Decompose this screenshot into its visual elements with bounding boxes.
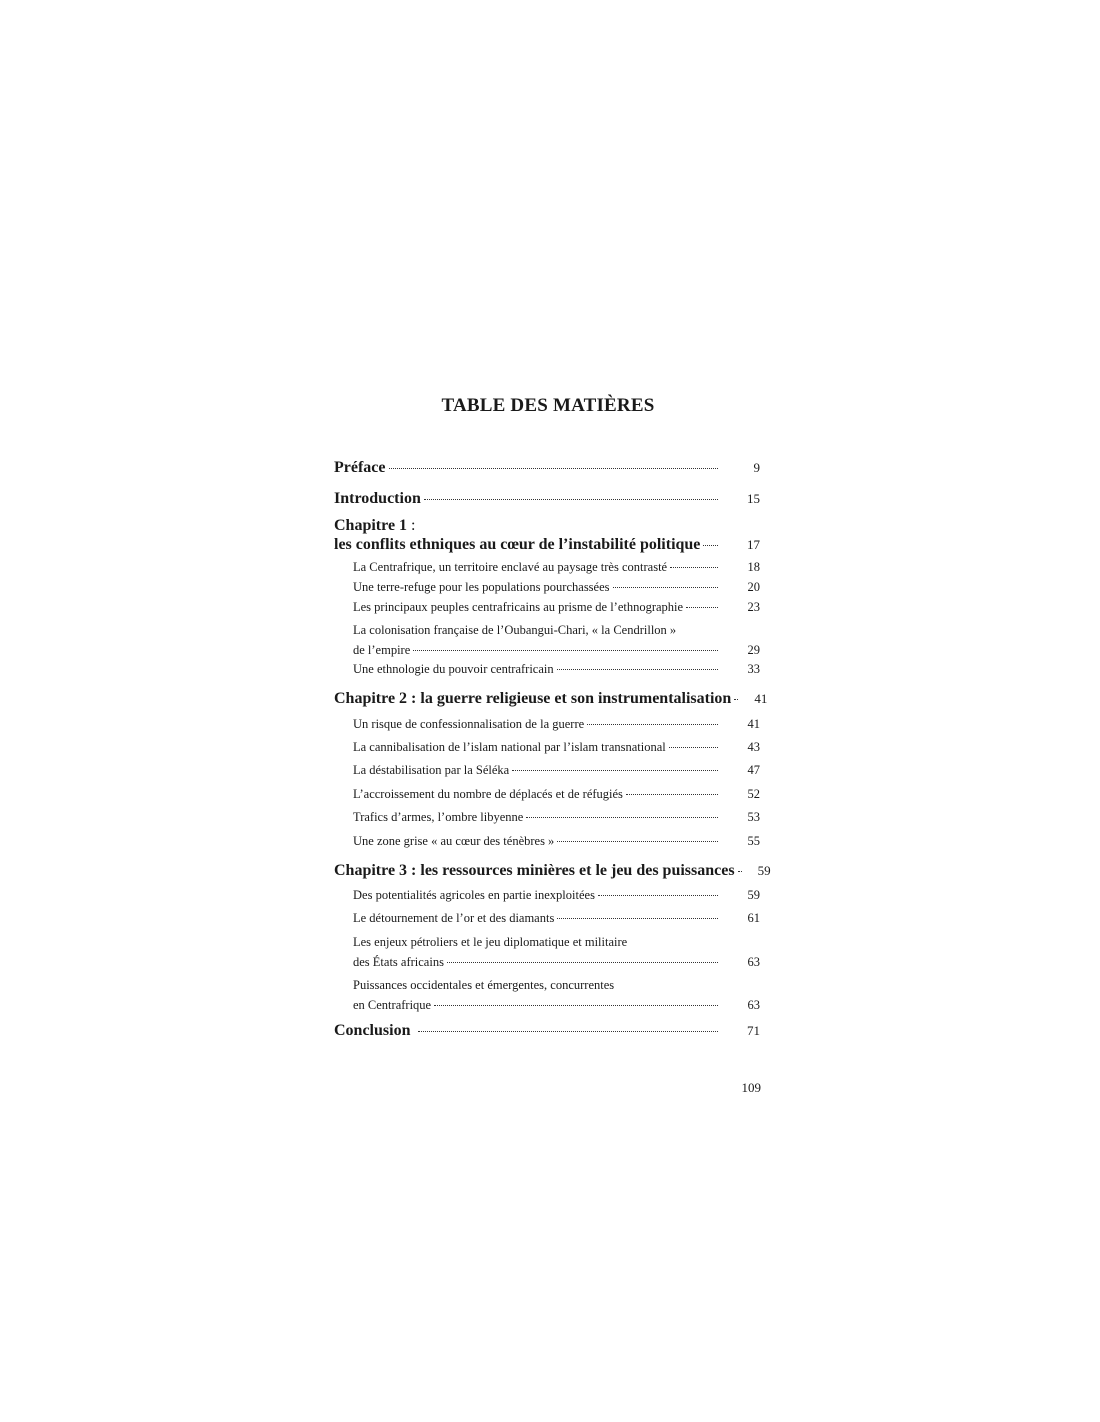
dot-leader	[434, 1005, 718, 1006]
toc-page-number: 47	[747, 763, 760, 777]
toc-page-number: 29	[747, 643, 760, 657]
dot-leader	[703, 545, 718, 546]
toc-page-number: 55	[747, 834, 760, 848]
toc-section	[334, 810, 760, 825]
toc-page-number: 53	[747, 810, 760, 824]
dot-leader	[424, 499, 718, 500]
toc-entry-label: Des potentialités agricoles en partie inexploitées	[353, 888, 595, 902]
dot-leader	[669, 747, 718, 748]
toc-title: TABLE DES MATIÈRES	[441, 395, 655, 416]
toc-entry-label-line1: Puissances occidentales et émergentes, concurrentes	[353, 978, 615, 992]
toc-entry-label: Conclusion	[334, 1022, 411, 1039]
toc-page-number: 15	[747, 491, 760, 506]
toc-entry-label: Introduction	[334, 490, 421, 507]
toc-entry-label: Le détournement de l’or et des diamants	[353, 911, 555, 925]
dot-leader	[686, 607, 718, 608]
toc-section	[334, 888, 760, 903]
toc-page-number: 33	[747, 662, 760, 676]
toc-section	[334, 763, 760, 778]
toc-page-number: 41	[747, 717, 760, 731]
toc-page-number: 61	[747, 911, 760, 925]
chapter-heading	[334, 517, 760, 535]
toc-section	[334, 740, 760, 755]
toc-entry-label: en Centrafrique	[353, 998, 432, 1012]
dot-leader	[447, 962, 718, 963]
toc-entry-label: Une terre-refuge pour les populations pourchassées	[353, 580, 610, 594]
toc-page-number: 17	[747, 537, 760, 552]
toc-page-number: 18	[747, 560, 760, 574]
toc-entry-label: Chapitre 2 : la guerre religieuse et son instrumentalisation	[334, 690, 732, 707]
toc-page-number: 63	[747, 955, 760, 969]
toc-entry-label: Préface	[334, 459, 386, 476]
toc-page-number: 71	[747, 1023, 760, 1038]
dot-leader	[418, 1031, 718, 1032]
dot-leader	[734, 699, 738, 700]
toc-section	[334, 717, 760, 732]
toc-entry-label: La cannibalisation de l’islam national par l’islam transnational	[353, 740, 666, 754]
toc-page-number: 59	[757, 863, 771, 878]
dot-leader	[413, 650, 718, 651]
toc-page-number: 43	[747, 740, 760, 754]
toc-entry-label: Une zone grise « au cœur des ténèbres »	[353, 834, 555, 848]
toc-page-number: 59	[747, 888, 760, 902]
toc-entry-preface	[334, 459, 760, 477]
toc-entry-label-line1: La colonisation française de l’Oubangui-Chari, « la Cendrillon »	[353, 623, 677, 637]
toc-section	[334, 834, 760, 849]
toc-entry-label: les conflits ethniques au cœur de l’instabilité politique	[334, 536, 701, 553]
dot-leader	[557, 841, 718, 842]
toc-entry-label: Trafics d’armes, l’ombre libyenne	[353, 810, 524, 824]
toc-entry-label: Chapitre 3 : les ressources minières et le jeu des puissances	[334, 862, 735, 879]
chapter-number: Chapitre 1	[334, 517, 408, 534]
toc-entry-conclusion	[334, 1022, 760, 1040]
toc-entry-introduction	[334, 490, 760, 508]
dot-leader	[389, 468, 718, 469]
toc-entry-label: de l’empire	[353, 643, 411, 657]
toc-page-number: 52	[747, 787, 760, 801]
dot-leader	[670, 567, 718, 568]
dot-leader	[626, 794, 718, 795]
dot-leader	[557, 918, 718, 919]
toc-section	[334, 623, 760, 658]
toc-page-number: 9	[753, 460, 760, 475]
toc-entry-label: La déstabilisation par la Séléka	[353, 763, 510, 777]
toc-entry-label: Les principaux peuples centrafricains au prisme de l’ethnographie	[353, 600, 684, 614]
toc-entry-label: des États africains	[353, 955, 444, 969]
page-folio: 109	[741, 1080, 761, 1095]
toc-section	[334, 911, 760, 926]
toc-page-number: 23	[747, 600, 760, 614]
toc-page-number: 41	[754, 691, 768, 706]
toc-section	[334, 978, 760, 1013]
dot-leader	[512, 770, 718, 771]
toc-entry-label: Une ethnologie du pouvoir centrafricain	[353, 662, 554, 676]
toc-section	[334, 600, 760, 615]
chapter-colon: :	[407, 517, 416, 534]
toc-chapter-3	[334, 862, 771, 880]
dot-leader	[587, 724, 718, 725]
toc-section	[334, 580, 760, 595]
dot-leader	[738, 871, 742, 872]
toc-chapter-1	[334, 517, 760, 554]
toc-section	[334, 560, 760, 575]
dot-leader	[613, 587, 718, 588]
dot-leader	[557, 669, 718, 670]
toc-entry-label-line1: Les enjeux pétroliers et le jeu diplomatique et militaire	[353, 935, 628, 949]
dot-leader	[526, 817, 718, 818]
toc-chapter-2	[334, 690, 768, 708]
toc-entry-label: La Centrafrique, un territoire enclavé au paysage très contrasté	[353, 560, 668, 574]
toc-entry-label: Un risque de confessionnalisation de la guerre	[353, 717, 585, 731]
toc-page-number: 63	[747, 998, 760, 1012]
dot-leader	[598, 895, 718, 896]
toc-section	[334, 787, 760, 802]
toc-entry-label: L’accroissement du nombre de déplacés et de réfugiés	[353, 787, 623, 801]
toc-page-number: 20	[747, 580, 760, 594]
toc-section	[334, 662, 760, 677]
toc-section	[334, 935, 760, 970]
